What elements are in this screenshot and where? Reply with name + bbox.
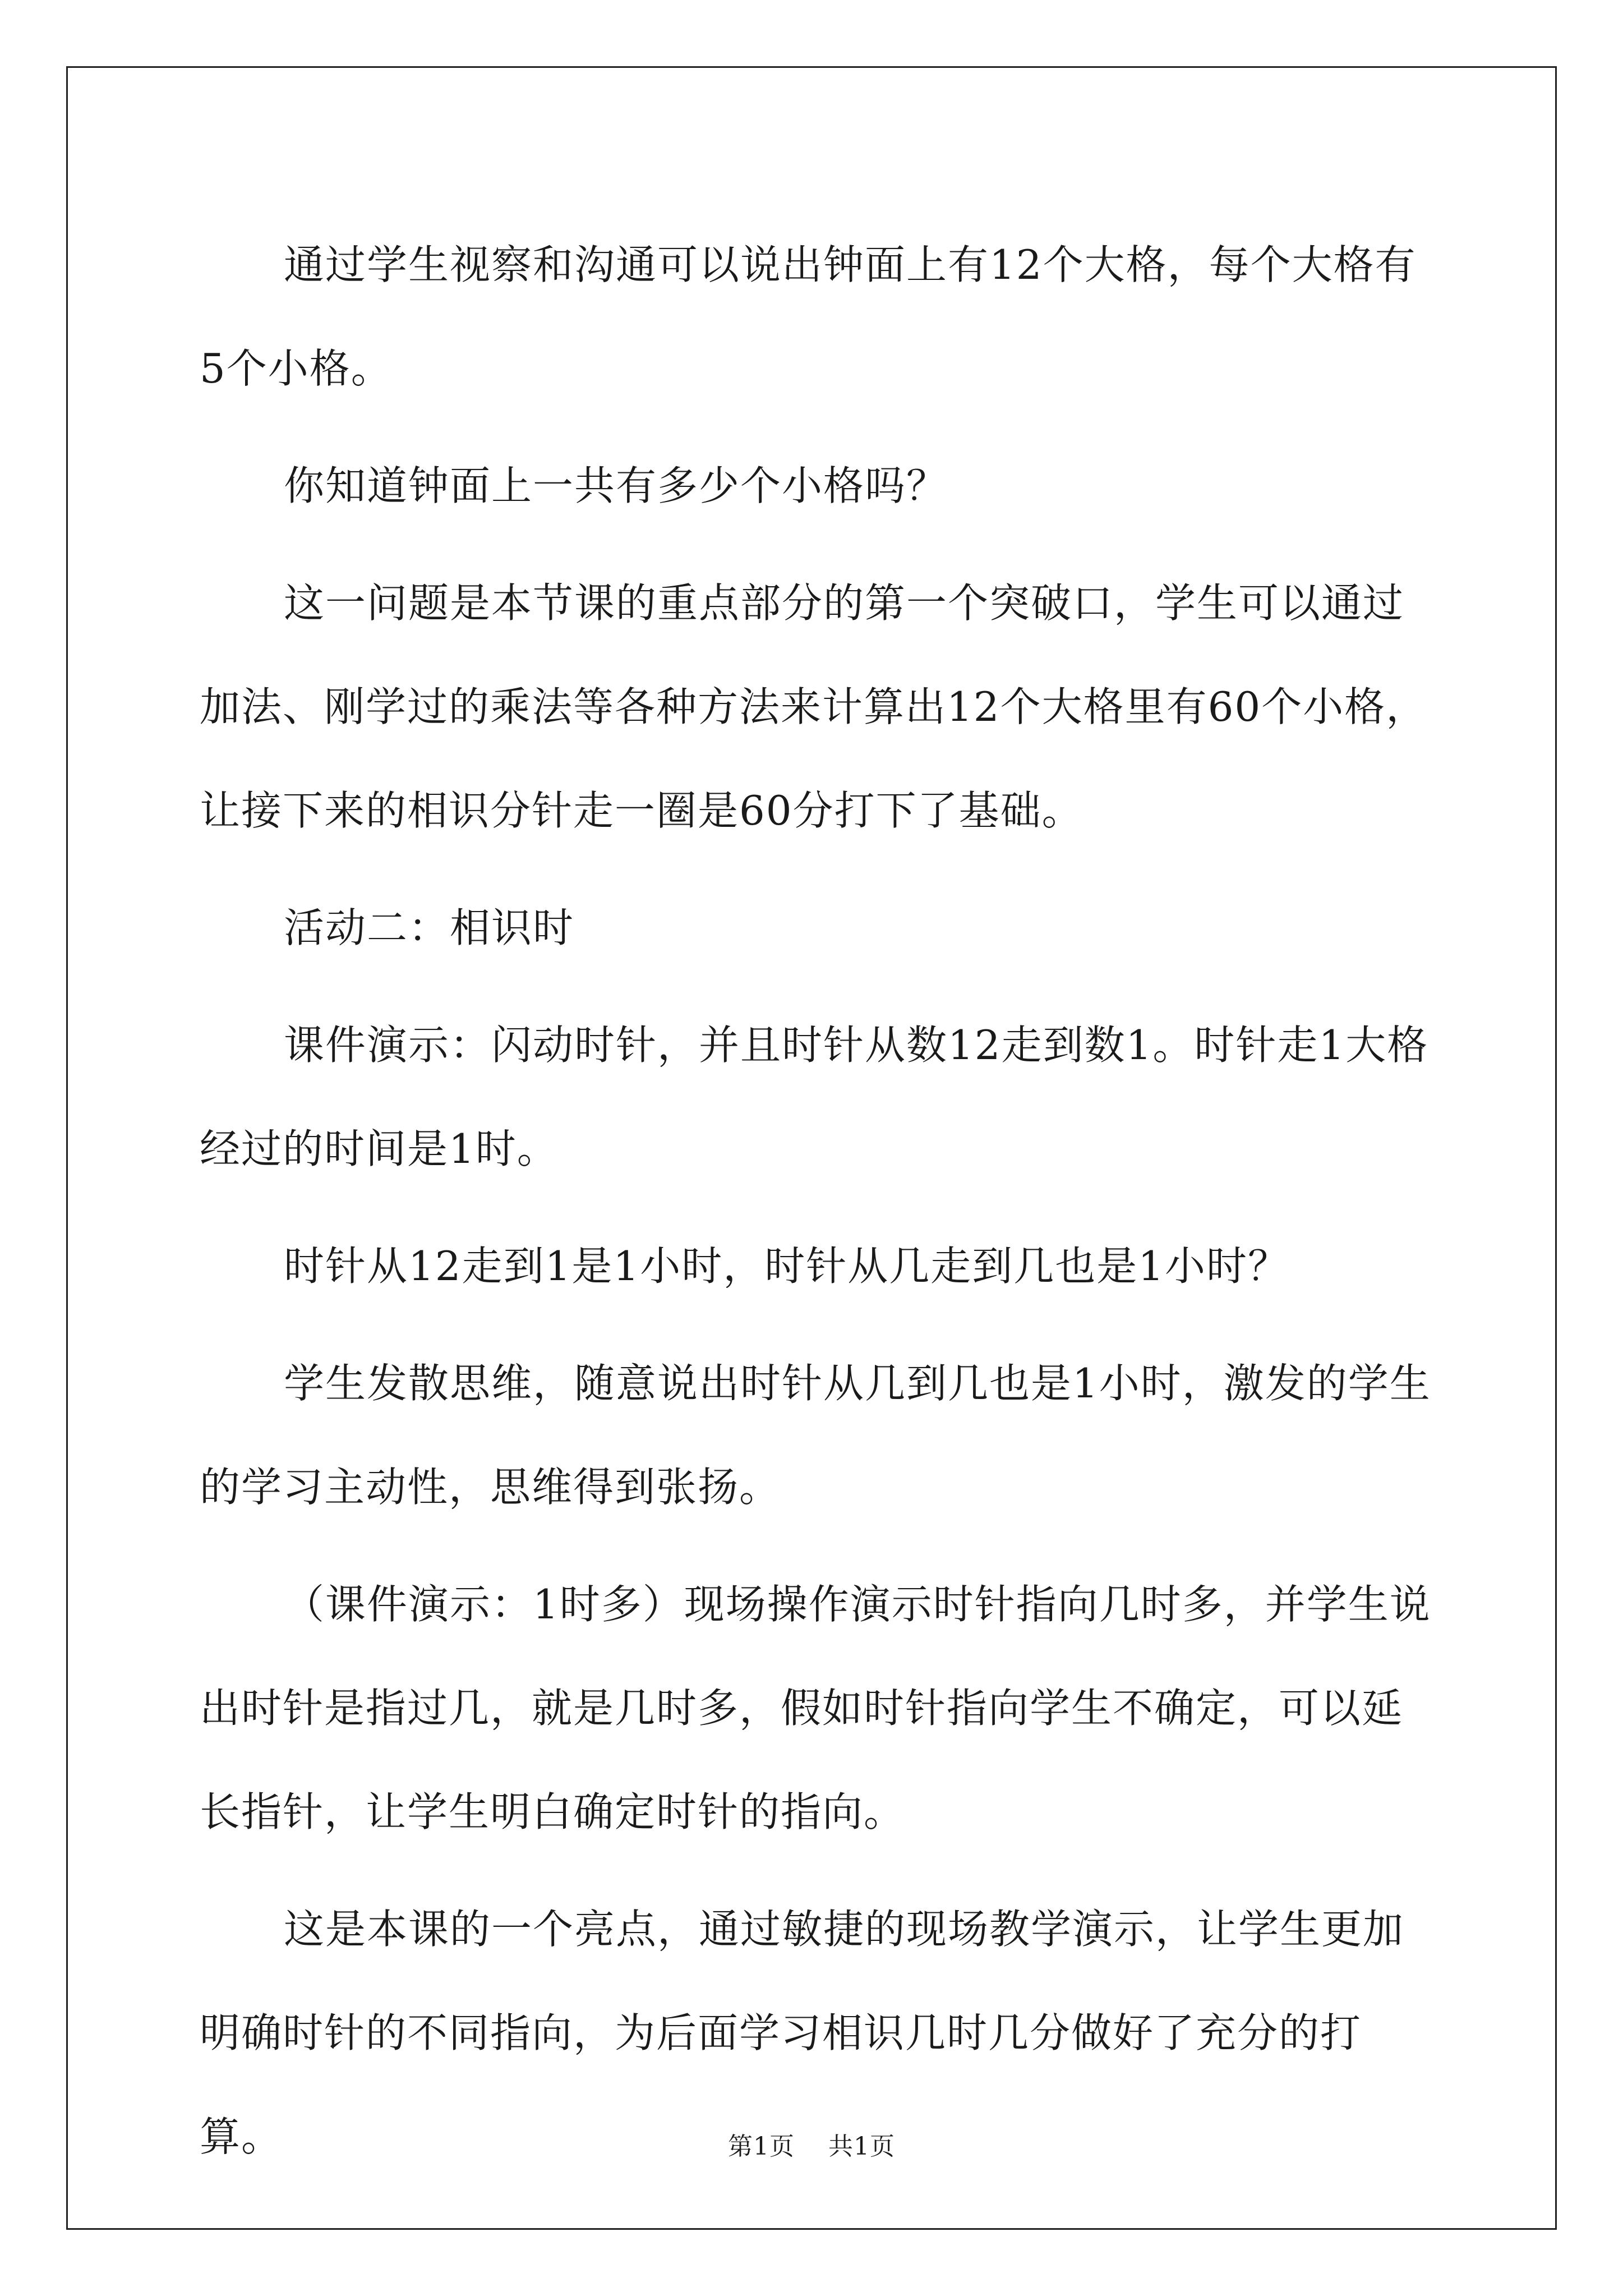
section-heading: 活动二：相识时 [284, 904, 575, 951]
document-body [200, 213, 1433, 2202]
page-footer [0, 2126, 1623, 2162]
page-total: 共1页 [828, 2132, 895, 2161]
paragraph: 这是本课的一个亮点，通过敏捷的现场教学演示，让学生更加明确时针的不同指向，为后面学习相识几时几分做好了充分的打算。 [200, 1906, 1405, 2160]
paragraph: （课件演示：1时多）现场操作演示时针指向几时多，并学生说出时针是指过几，就是几时多，假如时针指向学生不确定，可以延长指针，让学生明白确定时针的指向。 [200, 1581, 1431, 1835]
paragraph: 时针从12走到1是1小时，时针从几走到几也是1小时？ [284, 1243, 1290, 1290]
page-number: 第1页 [728, 2132, 795, 2161]
paragraph: 这一问题是本节课的重点部分的第一个突破口，学生可以通过加法、刚学过的乘法等各种方法来计算出12个大格里有60个小格，让接下来的相识分针走一圈是60分打下了基础。 [200, 579, 1428, 834]
paragraph: 课件演示：闪动时针，并且时针从数12走到数1。时针走1大格经过的时间是1时。 [200, 1022, 1429, 1172]
paragraph: 你知道钟面上一共有多少个小格吗？ [284, 462, 948, 509]
paragraph: 通过学生视察和沟通可以说出钟面上有12个大格，每个大格有5个小格。 [200, 241, 1417, 392]
paragraph: 学生发散思维，随意说出时针从几到几也是1小时，激发的学生的学习主动性，思维得到张扬。 [200, 1360, 1431, 1511]
